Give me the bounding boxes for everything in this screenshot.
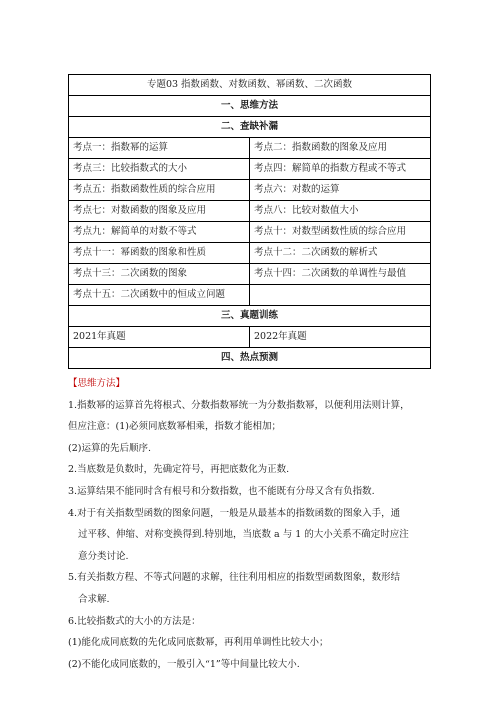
note-line: 1.指数幂的运算首先将根式、分数指数幂统一为分数指数幂，以便利用法则计算， bbox=[68, 399, 410, 411]
table-row bbox=[69, 96, 431, 117]
section-heading-review: 二、查缺补漏 bbox=[69, 117, 431, 138]
topic-cell: 考点四：解简单的指数方程或不等式 bbox=[250, 159, 431, 180]
note-line: 5.有关指数方程、不等式问题的求解，往往利用相应的指数型函数图象，数形结 bbox=[68, 572, 401, 584]
table-row bbox=[69, 243, 431, 264]
topic-cell: 考点十四：二次函数的单调性与最值 bbox=[250, 264, 431, 285]
topic-cell: 考点三：比较指数式的大小 bbox=[69, 159, 250, 180]
topic-cell: 考点十二：二次函数的解析式 bbox=[250, 243, 431, 264]
table-row bbox=[69, 180, 431, 201]
exam-cell: 2022年真题 bbox=[250, 327, 431, 348]
note-line: 但应注意：(1)必须同底数幂相乘，指数才能相加； bbox=[68, 421, 281, 433]
document-title: 专题03 指数函数、对数函数、幂函数、二次函数 bbox=[69, 75, 431, 96]
topic-cell: 考点六：对数的运算 bbox=[250, 180, 431, 201]
methods-notes bbox=[68, 373, 431, 675]
note-line: (2)不能化成同底数的，一般引入“1”等中间量比较大小. bbox=[68, 658, 300, 670]
table-row bbox=[69, 348, 431, 369]
topic-cell: 考点十五：二次函数中的恒成立问题 bbox=[69, 285, 250, 306]
topic-cell: 考点十：对数型函数性质的综合应用 bbox=[250, 222, 431, 243]
note-line: 6.比较指数式的大小的方法是： bbox=[68, 615, 201, 627]
table-row bbox=[69, 264, 431, 285]
table-row bbox=[69, 138, 431, 159]
topic-cell: 考点九：解简单的对数不等式 bbox=[69, 222, 250, 243]
topic-cell: 考点十三：二次函数的图象 bbox=[69, 264, 250, 285]
outline-table bbox=[68, 74, 431, 369]
note-line: 过平移、伸缩、对称变换得到.特别地，当底数 a 与 1 的大小关系不确定时应注 bbox=[78, 529, 409, 541]
topic-cell: 考点一：指数幂的运算 bbox=[69, 138, 250, 159]
exam-cell: 2021年真题 bbox=[69, 327, 250, 348]
notes-heading: 【思维方法】 bbox=[68, 378, 126, 389]
note-line: 2.当底数是负数时，先确定符号，再把底数化为正数. bbox=[68, 464, 290, 476]
table-row bbox=[69, 75, 431, 96]
section-heading-forecast: 四、热点预测 bbox=[69, 348, 431, 369]
table-row bbox=[69, 285, 431, 306]
topic-cell bbox=[250, 285, 431, 306]
note-line: 3.运算结果不能同时含有根号和分数指数，也不能既有分母又含有负指数. bbox=[68, 485, 375, 497]
note-line: 合求解. bbox=[78, 593, 110, 605]
section-heading-exams: 三、真题训练 bbox=[69, 306, 431, 327]
note-line: (1)能化成同底数的先化成同底数幂，再利用单调性比较大小； bbox=[68, 637, 329, 649]
table-row bbox=[69, 222, 431, 243]
table-row bbox=[69, 306, 431, 327]
section-heading-methods: 一、思维方法 bbox=[69, 96, 431, 117]
table-row bbox=[69, 201, 431, 222]
table-row bbox=[69, 327, 431, 348]
topic-cell: 考点七：对数函数的图象及应用 bbox=[69, 201, 250, 222]
topic-cell: 考点八：比较对数值大小 bbox=[250, 201, 431, 222]
topic-cell: 考点十一：幂函数的图象和性质 bbox=[69, 243, 250, 264]
topic-cell: 考点五：指数函数性质的综合应用 bbox=[69, 180, 250, 201]
note-line: 4.对于有关指数型函数的图象问题，一般是从最基本的指数函数的图象入手，通 bbox=[68, 507, 401, 519]
topic-cell: 考点二：指数函数的图象及应用 bbox=[250, 138, 431, 159]
table-row bbox=[69, 117, 431, 138]
note-line: (2)运算的先后顺序. bbox=[68, 442, 151, 454]
table-row bbox=[69, 159, 431, 180]
document-page bbox=[68, 74, 431, 675]
note-line: 意分类讨论. bbox=[78, 550, 129, 562]
